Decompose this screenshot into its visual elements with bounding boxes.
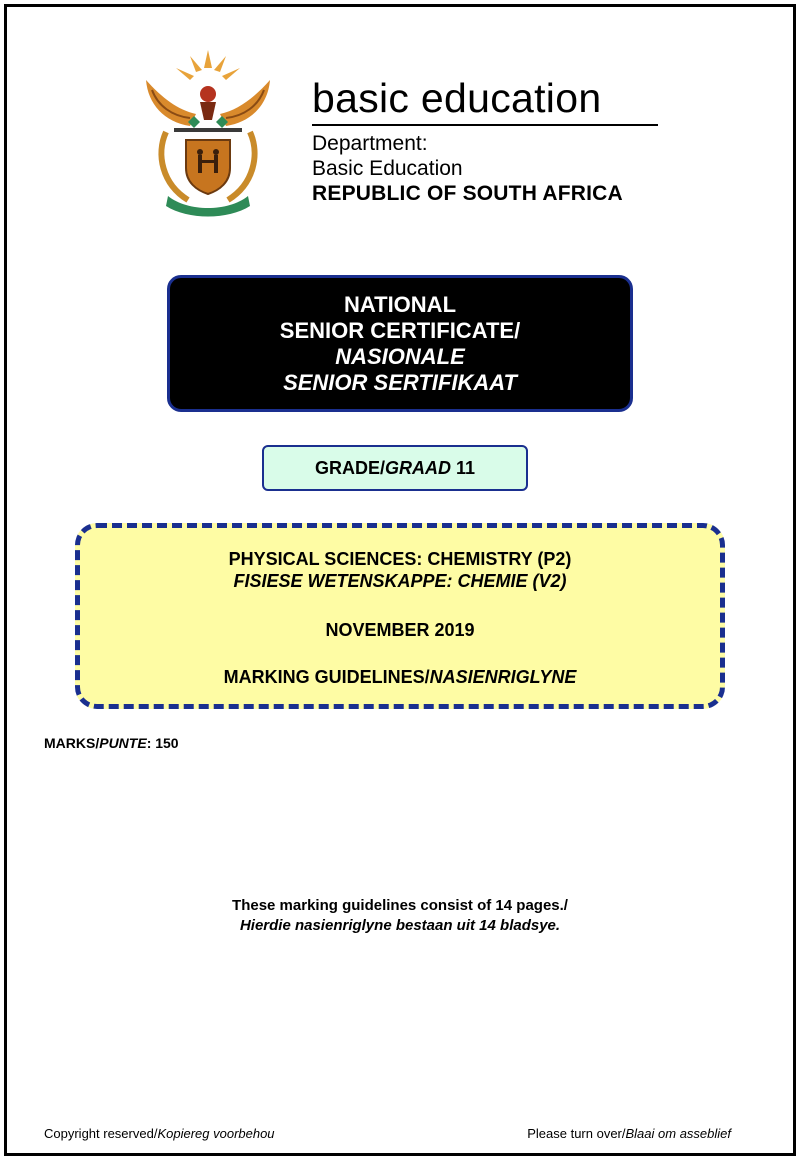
document-type [80, 666, 720, 688]
department-label: Department: [312, 132, 428, 155]
page-count-note [0, 896, 800, 936]
grade-value: 11 [456, 458, 476, 478]
turn-over-en: Please turn over/ [527, 1126, 626, 1141]
brand-block [312, 74, 601, 122]
brand-divider [312, 124, 658, 126]
total-marks [44, 735, 179, 751]
certificate-line-3: NASIONALE [335, 344, 465, 369]
certificate-line-1: NATIONAL [343, 292, 457, 317]
page-count-af: Hierdie nasienriglyne bestaan uit 14 bladsye. [239, 917, 561, 934]
department-name: Basic Education [312, 157, 463, 180]
certificate-banner [167, 275, 633, 412]
country-name: REPUBLIC OF SOUTH AFRICA [312, 182, 623, 205]
brand-title: basic education [312, 75, 602, 121]
copyright-en: Copyright reserved/ [44, 1126, 158, 1141]
document-type-en: MARKING GUIDELINES/ [223, 667, 430, 687]
turn-over-af: Blaai om asseblief [625, 1126, 731, 1141]
marks-label-af: PUNTE [99, 735, 147, 751]
certificate-line-4: SENIOR SERTIFIKAAT [283, 370, 517, 395]
marks-label-en: MARKS/ [44, 735, 100, 751]
exam-date: NOVEMBER 2019 [325, 620, 475, 640]
subject-title-en: PHYSICAL SCIENCES: CHEMISTRY (P2) [228, 549, 572, 569]
subject-title-af: FISIESE WETENSKAPPE: CHEMIE (V2) [233, 571, 567, 591]
certificate-line-2: SENIOR CERTIFICATE/ [279, 318, 521, 343]
footer-copyright [44, 1126, 275, 1141]
department-block [312, 131, 623, 206]
grade-label-af: GRAAD [384, 458, 451, 478]
document-type-af: NASIENRIGLYNE [429, 667, 577, 687]
marks-value: : 150 [146, 735, 179, 751]
grade-label-en: GRADE/ [314, 458, 385, 478]
copyright-af: Kopiereg voorbehou [157, 1126, 275, 1141]
page-count-en: These marking guidelines consist of 14 pages./ [232, 897, 568, 914]
subject-box [75, 523, 725, 709]
coat-of-arms-logo [138, 44, 278, 219]
grade-box [262, 445, 528, 491]
footer-turn-over [527, 1126, 731, 1141]
